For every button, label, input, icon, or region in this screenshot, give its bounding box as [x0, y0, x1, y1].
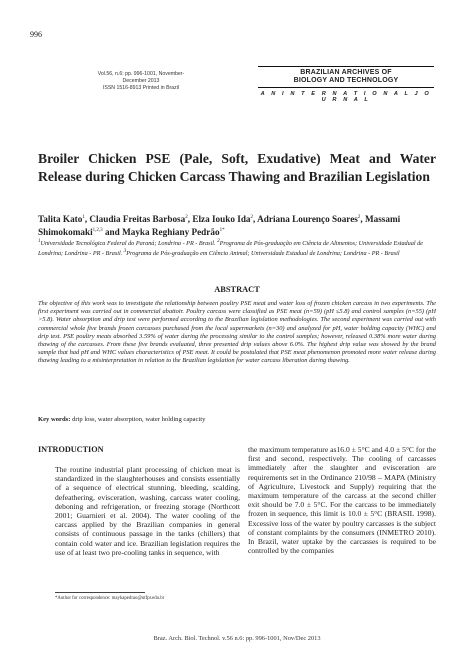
- author-name: Massami Shimokomaki: [38, 214, 401, 238]
- introduction-right-column: the maximum temperature as16.0 ± 5°C and 4.0 ± 5°C for the first and second, respectively. The cooling of carcasses immediately after the slaughter and evisceration are requirements set in the Ordinance 210/98 – MAPA (Ministry of Agriculture, Livestock and Supply) requiring that the maximum temperature of the carcass at the second chiller exit should be 7.0 ± 5°C. For the carcass to be immediately frozen in sequence, this limit is 10.0 ± 5°C (BRASIL 1998). Excessive loss of the water by poultry carcasses is the subject of constant complaints by the consumers (INMETRO 2010). In Brazil, water uptake by the carcasses is required to be controlled by the companies: [248, 445, 436, 556]
- author-separator: and: [102, 227, 123, 238]
- author-name: Mayka Reghiany Pedrão: [122, 227, 220, 238]
- affiliation-text: Programa de Pós-graduação em Ciência de Alimentos; Universidade Estadual de Londrina; Londrina - PR - Brasil.: [38, 240, 423, 258]
- author-affiliation-marker: 1*: [219, 228, 225, 234]
- affiliations: [38, 238, 436, 258]
- affiliation-text: Universidade Tecnológica Federal do Paraná; Londrina - PR - Brasil.: [40, 240, 218, 248]
- author-separator: ,: [360, 214, 365, 225]
- author-affiliation-marker: 2: [357, 215, 361, 220]
- author-separator: ,: [84, 214, 90, 225]
- volume-metadata: [86, 71, 196, 92]
- affiliation-marker: 3: [123, 249, 127, 255]
- author-name: Adriana Lourenço Soares: [257, 214, 358, 225]
- author-name: Talita Kato: [38, 214, 83, 225]
- journal-subtitle: A N I N T E R N A T I O N A L J O U R N A L: [260, 91, 432, 103]
- abstract-text: The objective of this work was to investigate the relationship between poultry PSE meat and water loss of frozen chicken carcass in two experiments. The first experiment was carried out in commercial abattoir. Poultry carcass were classified as PSE meat (n=59) (pH ≤5.8) and control samples (n=55) (pH >5.8). Water absorption and drip test were performed according to the Brazilian legislation methodologies. The second experiment was carried out with commercial whole five brands frozen carcasses purchased from the local supermarkets (n=30) and analyzed for pH, water holding capacity (WHC) and drip test. PSE poultry meats absorbed 3.59% of water during the processing similar to the control samples; however, released 0.38% more water during thawing of the carcasses. From these five brands evaluated, three presented drip values above 6.0%. The highest drip value was showed by the brand sample that had pH and WHC values characteristics of PSE meat. It could be postulated that PSE meat phenomenon promoted more water release during thawing leading to a misinterpretation in relation to the Brazilian legislation for water carcass liberation during thawing.: [38, 300, 436, 365]
- introduction-left-column: The routine industrial plant processing of chicken meat is standardized in the slaughterhouses and consists essentially of a sequence of electrical stunning, bleeding, scalding, defeathering, evisceration, washing, carcass water cooling, deboning and refrigeration, or freezing storage (Northcott 2001; Guarnieri et al. 2004). The water cooling of the carcass applied by the Brazilian companies in general consists of continuous passage in the tanks (chillers) that contain cold water and ice. Brazilian legislation requires the use of at least two pre-cooling tanks in sequence, with: [55, 465, 240, 557]
- author-name: Claudia Freitas Barbosa: [89, 214, 186, 225]
- footnote-rule: [55, 592, 145, 593]
- author-affiliation-marker: 1: [82, 215, 85, 220]
- journal-name: [258, 67, 434, 85]
- correspondence-footnote: *Author for correspondence: maykapedrao@utfpr.edu.br: [55, 596, 165, 601]
- author-separator: ,: [187, 214, 193, 225]
- journal-name-line-1: BRAZILIAN ARCHIVES OF: [300, 69, 392, 76]
- keywords-text: drip loss, water absorption, water holding capacity: [70, 416, 206, 423]
- paper-title: Broiler Chicken PSE (Pale, Soft, Exudative) Meat and Water Release during Chicken Carcass Thawing and Brazilian Legislation: [38, 151, 436, 184]
- journal-masthead: [258, 66, 434, 103]
- author-affiliation-marker: 1,2,3: [92, 228, 103, 234]
- page-footer-citation: Braz. Arch. Biol. Technol. v.56 n.6: pp. 996-1001, Nov/Dec 2013: [153, 635, 321, 642]
- author-list: [38, 212, 436, 238]
- journal-name-line-2: BIOLOGY AND TECHNOLOGY: [293, 77, 399, 84]
- page-number: 996: [30, 30, 42, 39]
- affiliation-marker: 2: [217, 239, 220, 244]
- affiliation-text: Programa de Pós-graduação em Ciência Animal; Universidade Estadual de Londrina; Londrina - PR - Brasil: [126, 250, 400, 258]
- author-separator: ,: [253, 214, 258, 225]
- masthead-bottom-rule: [258, 87, 434, 88]
- keywords-label: Key words:: [38, 416, 71, 423]
- author-affiliation-marker: 2: [185, 215, 188, 220]
- issn-line: ISSN 1516-8913 Printed in Brazil: [102, 85, 180, 91]
- keywords: [38, 416, 436, 423]
- affiliation-marker: 1: [38, 239, 41, 244]
- author-name: Elza Iouko Ida: [192, 214, 251, 225]
- author-affiliation-marker: 2: [250, 215, 254, 220]
- abstract-heading: ABSTRACT: [214, 285, 260, 294]
- volume-line: Vol.56, n.6: pp. 996-1001, November-December 2013: [97, 71, 185, 84]
- introduction-heading: INTRODUCTION: [38, 445, 104, 454]
